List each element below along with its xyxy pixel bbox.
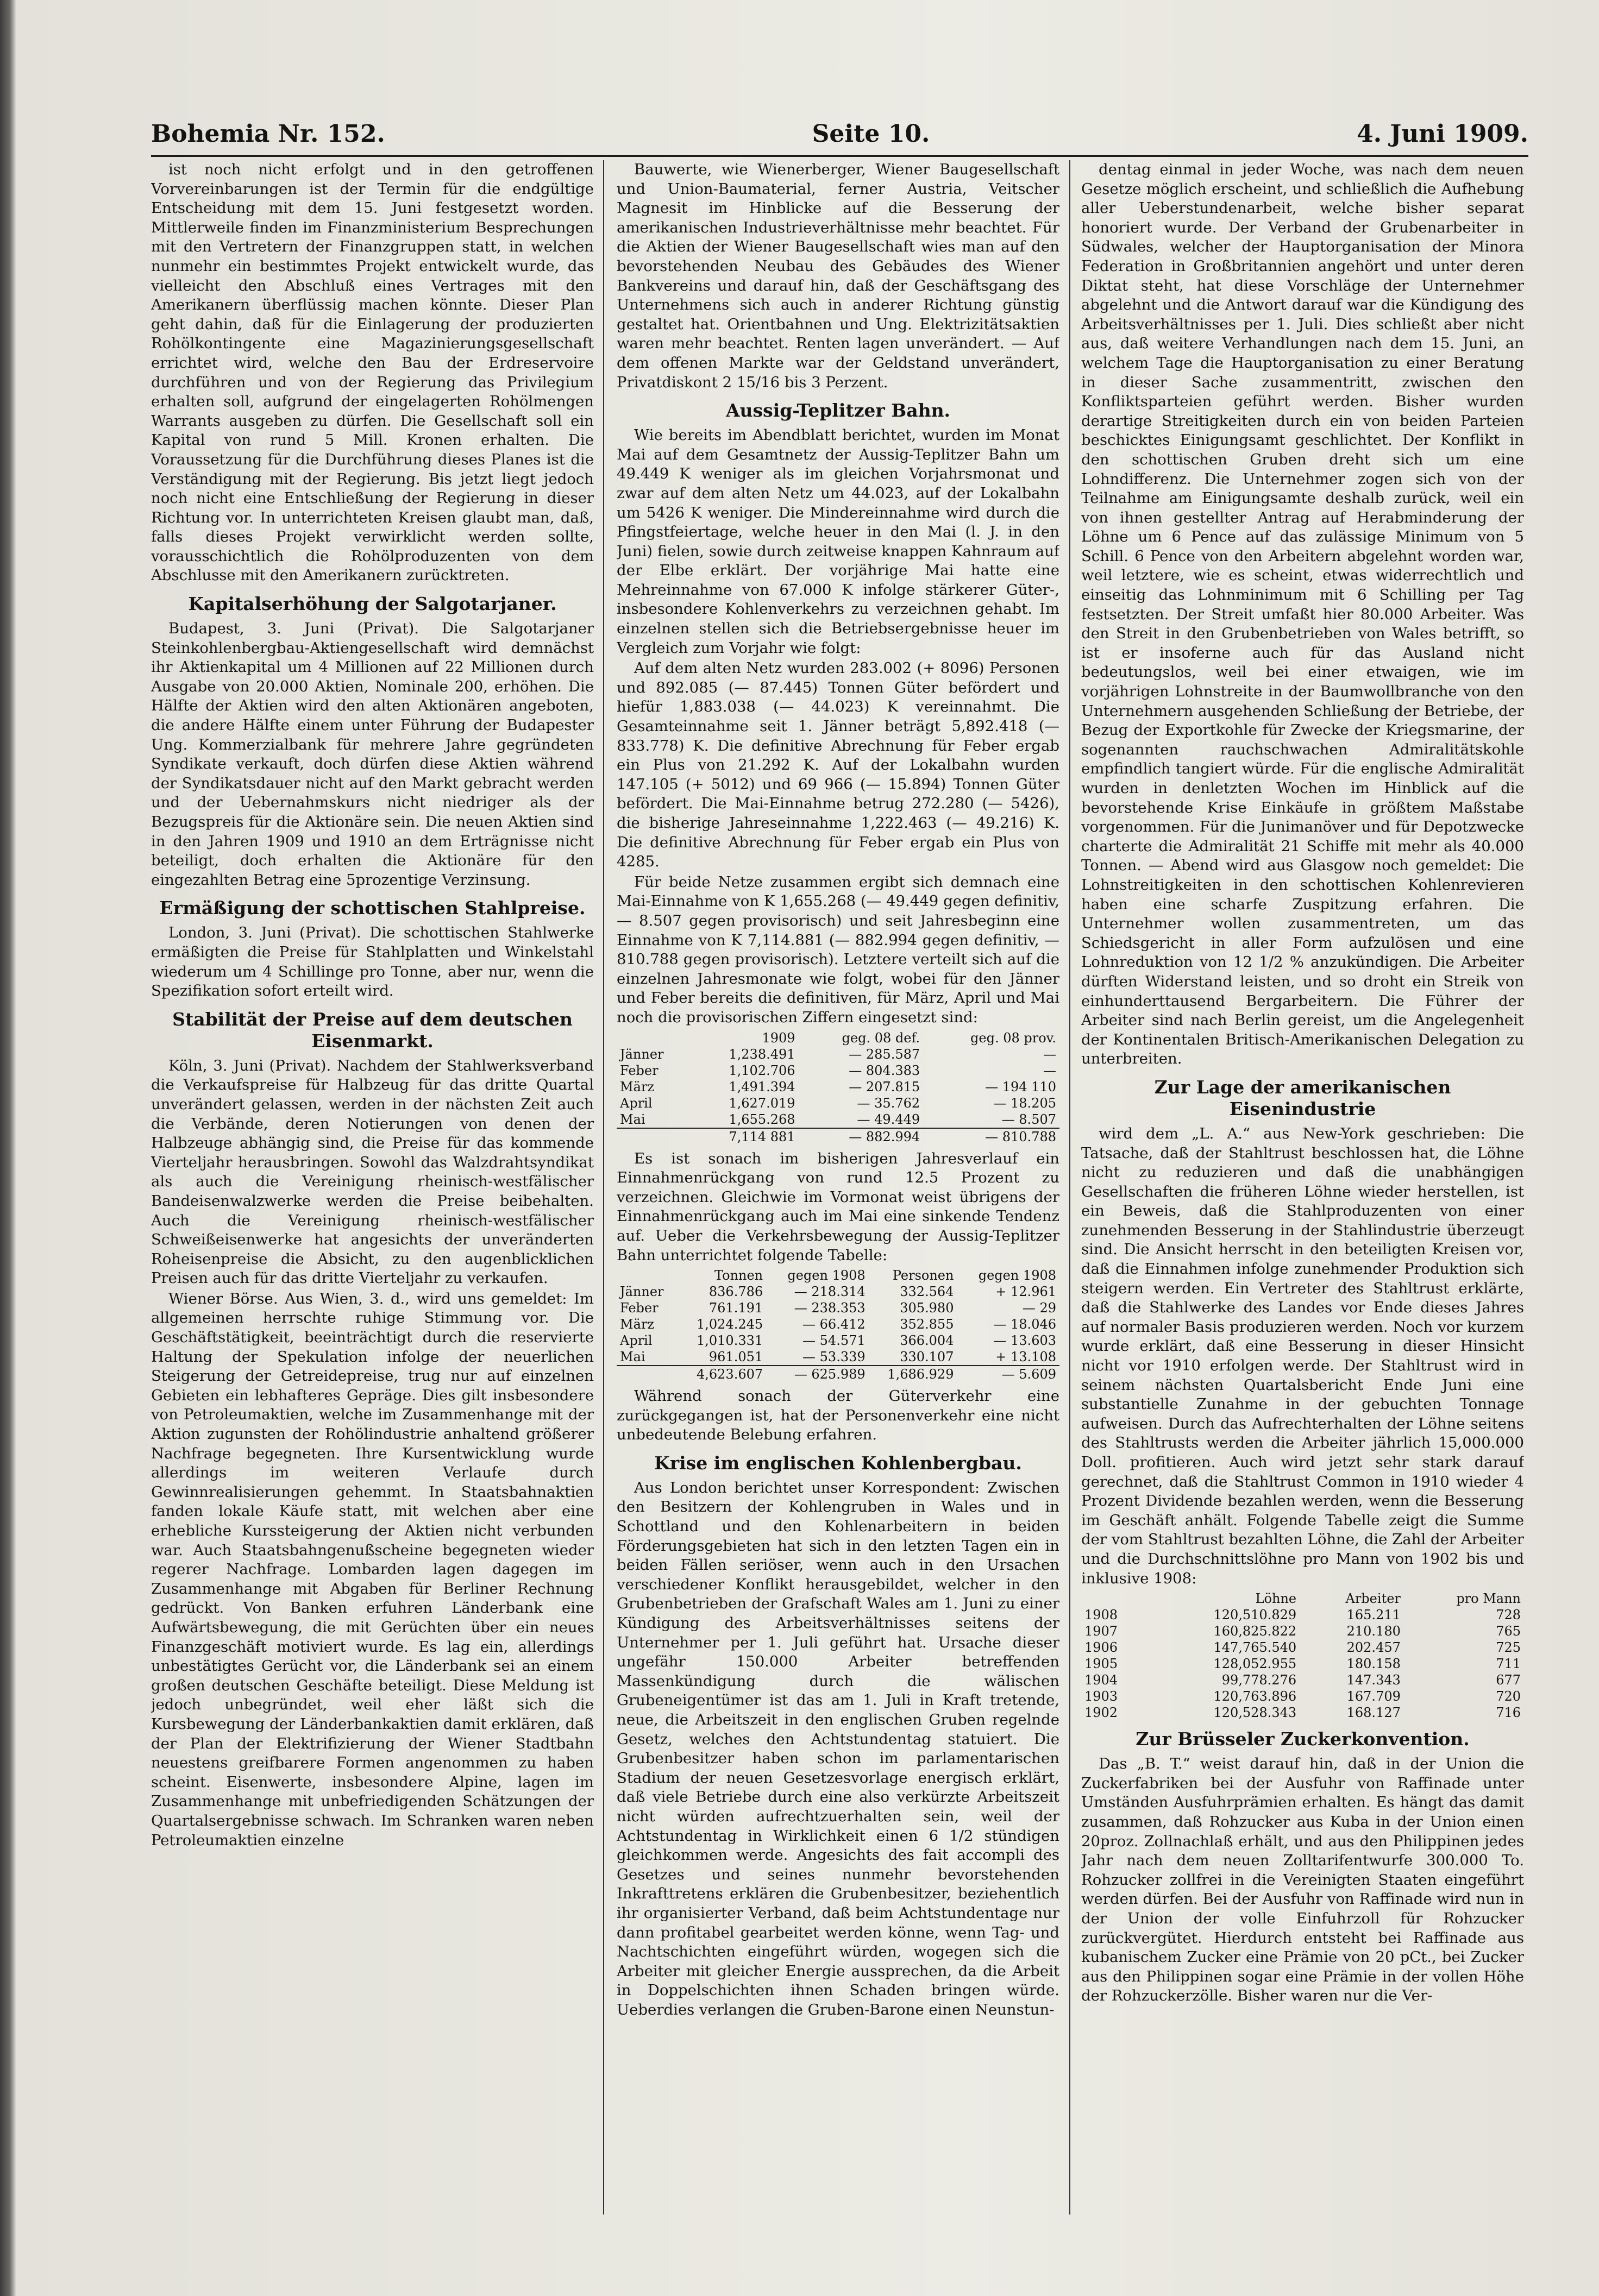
table-row: 1907 160,825.822 210.180 765 bbox=[1084, 1624, 1521, 1639]
wages-table bbox=[1081, 1590, 1524, 1721]
article-text: wird dem „L. A.“ aus New-York geschrieben: Die Tatsache, daß der Stahltrust beschlossen hat, die Löhne nicht zu reduzieren und daß die unabhängigen Gesellschaften die früheren Löhne wieder herstellen, ist ein Beweis, daß die Stahlproduzenten von einer zunehmenden Besserung in der Stahlindustrie überzeugt sind. Die Ansicht herrscht in den beteiligten Kreisen vor, daß die Einnahmen infolge zunehmender Produktion sich steigern werden. Ein Vertreter des Stahltrust erklärte, daß die Stahlwerke des Landes vor Ende dieses Jahres auf normaler Basis produzieren werden. Noch vor kurzem wurde erklärt, daß eine Besserung in dieser Hinsicht nicht vor 1910 erfolgen werde. Der Stahltrust wird in seinem nächsten Quartalsbericht Ende Juni eine substantielle Zunahme in der gebuchten Tonnage aufweisen. Durch das Aufrechterhalten der Löhne seitens des Stahltrusts werden die Arbeiter jährlich 15,000.000 Doll. profitieren. Auch wird jetzt sehr stark darauf gerechnet, daß die Stahltrust Common in 1910 wieder 4 Prozent Dividende bezahlen werden, wenn die Besserung im Geschäft anhält. Folgende Tabelle zeigt die Summe der vom Stahltrust bezahlten Löhne, die Zahl der Arbeiter und die Durchschnittslöhne pro Mann von 1902 bis und inklusive 1908: bbox=[1081, 1124, 1524, 1587]
article-text: Aus London berichtet unser Korrespondent: Zwischen den Besitzern der Kohlengruben in Wales und in Schottland und den Kohlenarbeitern in beiden Förderungsgebieten hat sich in den letzten Tagen ein in beiden Fällen seriöser, wenn auch in den Ursachen verschiedener Konflikt herausgebildet, welcher in den Grubenbetrieben der Grafschaft Wales am 1. Juni zu einer Kündigung des Arbeitsverhältnisses seitens der Unternehmer per 1. Juli geführt hat. Ursache dieser ungefähr 150.000 Arbeiter betreffenden Massenkündigung durch die wälischen Grubeneigentümer ist das am 1. Juli in Kraft tretende, neue, die Arbeitszeit in den englischen Gruben regelnde Gesetz, welches den Achtstundentag statuiert. Die Grubenbesitzer haben schon im parlamentarischen Stadium der neuen Gesetzesvorlage energisch erklärt, daß viele Betriebe durch eine also verkürzte Arbeitszeit nicht würden aufrechtzuerhalten sein, weil der Achtstundentag in Wirklichkeit einen 6 1/2 stündigen gleichkommen werde. Angesichts des fait accompli des Gesetzes und seines nunmehr bevorstehenden Inkrafttretens erklären die Grubenbesitzer, beziehentlich ihr organisierter Verband, daß beim Achtstundentage nur dann profitabel gearbeitet werden könne, wenn Tag- und Nachtschichten eingeführt würden, wogegen sich die Arbeiter mit gleicher Energie aussprechen, da die Arbeit in Doppelschichten ihnen Schaden bringen würde. Ueberdies verlangen die Gruben-Barone einen Neunstun- bbox=[617, 1479, 1059, 2018]
article-heading: Kapitalserhöhung der Salgotarjaner. bbox=[188, 593, 557, 615]
column-1 bbox=[151, 160, 594, 2215]
article-text: Auf dem alten Netz wurden 283.002 (+ 8096) Personen und 892.085 (— 87.445) Tonnen Güter befördert und hiefür 1,883.038 (— 44.023) K vereinnahmt. Die Gesamteinnahme seit 1. Jänner beträgt 5,892.418 (— 833.778) K. Die definitive Abrechnung für Feber ergab ein Plus von 21.292 K. Auf der Lokalbahn wurden 147.105 (+ 5012) und 69 966 (— 15.894) Tonnen Güter befördert. Die Mai-Einnahme betrug 272.280 (— 5426), die bisherige Jahreseinnahme 1,222.463 (— 49.216) K. Die definitive Abrechnung für Feber ergab ein Plus von 4285. bbox=[617, 659, 1059, 871]
article-text: Wiener Börse. Aus Wien, 3. d., wird uns gemeldet: Im allgemeinen herrschte ruhige Stimmung vor. Die Geschäftstätigkeit, beeinträchtigt durch die reservierte Haltung der Spekulation infolge der neuerlichen Steigerung der Getreidepreise, trug nur auf einzelnen Gebieten ein lebhafteres Gepräge. Dies gilt insbesondere von Petroleumaktien, welche im Zusammenhange mit der Aktion zugunsten der Rohölindustrie anhaltend größerer Nachfrage begegneten. Ihre Kursentwicklung wurde allerdings im weiteren Verlaufe durch Gewinnrealisierungen gehemmt. In Staatsbahnaktien fanden lokale Käufe statt, mit welchen aber eine erhebliche Kurssteigerung der Aktien nicht verbunden war. Auch Staatsbahngenußscheine begegneten wieder regerer Nachfrage. Lombarden lagen dagegen im Zusammenhange mit Abgaben für Berliner Rechnung gedrückt. Von Banken erfuhren Länderbank eine Aufwärtsbewegung, die mit Gerüchten über ein neues Finanzgeschäft motiviert wurde. Es lag ein, allerdings unbestätigtes Gerücht vor, die Länderbank sei an einem großen deutschen Geschäfte beteiligt. Diese Meldung ist jedoch unbegründet, weil eher läßt sich die Kursbewegung der Länderbankaktien damit erklären, daß der Plan der Elektrifizierung der Wiener Stadtbahn neuestens greifbarere Formen angenommen zu haben scheint. Eisenwerte, insbesondere Alpine, lagen im Zusammenhange mit unbefriedigenden Schätzungen der Quartalsergebnisse schwach. Im Schranken waren neben Petroleumaktien einzelne bbox=[151, 1289, 594, 1849]
table-row: 1902 120,528.343 168.127 716 bbox=[1084, 1705, 1521, 1721]
revenue-table bbox=[617, 1030, 1059, 1145]
traffic-table bbox=[617, 1267, 1059, 1382]
table-total-row: 4,623.607 — 625.989 1,686.929 — 5.609 bbox=[617, 1366, 1059, 1382]
column-rule bbox=[1069, 160, 1070, 2215]
table-header-row: Löhne Arbeiter pro Mann bbox=[1255, 1591, 1521, 1607]
header-rule bbox=[151, 155, 1528, 157]
table-header-row: 1909 geg. 08 def. geg. 08 prov. bbox=[762, 1030, 1056, 1046]
table-row: Feber 1,102.706 — 804.383 — bbox=[620, 1062, 1056, 1078]
article-heading: Krise im englischen Kohlenbergbau. bbox=[654, 1452, 1022, 1474]
article-text: London, 3. Juni (Privat). Die schottischen Stahlwerke ermäßigten die Preise für Stahlplatten und Winkelstahl wiederum um 4 Schillinge pro Tonne, aber nur, wenn die Spezifikation sofort erteilt wird. bbox=[151, 924, 594, 1000]
article-heading: Stabilität der Preise auf dem deutschen Eisenmarkt. bbox=[172, 1008, 573, 1052]
article-text: Für beide Netze zusammen ergibt sich demnach eine Mai-Einnahme von K 1,655.268 (— 49.449 gegen definitiv, — 8.507 gegen provisorisch) und seit Jahresbeginn eine Einnahme von K 7,114.881 (— 882.994 gegen definitiv, — 810.788 gegen provisorisch). Letztere verteilt sich auf die einzelnen Jahresmonate wie folgt, wobei für den Jänner und Feber bereits die definitiven, für März, April und Mai noch die provisorischen Ziffern eingesetzt sind: bbox=[617, 873, 1059, 1026]
table-row: 1904 99,778.276 147.343 677 bbox=[1084, 1672, 1521, 1688]
article-text: Köln, 3. Juni (Privat). Nachdem der Stahlwerksverband die Verkaufspreise für Halbzeug für das dritte Quartal unverändert gelassen, werden in der nächsten Zeit auch die Verbände, deren Notierungen von denen der Halbzeuge abhängig sind, die Preise für das kommende Vierteljahr herausbringen. Sowohl das Walzdrahtsyndikat als auch die Vereinigung rheinisch-westfälischer Bandeisenwalzwerke werden die Preise beibehalten. Auch die Vereinigung rheinisch-westfälischer Schweißeisenwerke hat angesichts der unveränderten Roheisenpreise die Absicht, zu den augenblicklichen Preisen auch für das dritte Vierteljahr zu verkaufen. bbox=[151, 1056, 594, 1287]
table-row: April 1,627.019 — 35.762 — 18.205 bbox=[620, 1095, 1056, 1111]
table-row: 1905 128,052.955 180.158 711 bbox=[1084, 1656, 1521, 1672]
table-row: Feber 761.191 — 238.353 305.980 — 29 bbox=[620, 1300, 1056, 1316]
article-text: dentag einmal in jeder Woche, was nach dem neuen Gesetze möglich erscheint, und schließlich die Aufhebung aller Ueberstundenarbeit, welche bisher separat honoriert wurde. Der Verband der Grubenarbeiter in Südwales, welcher der Hauptorganisation der Minora Federation in Großbritannien angehört und unter deren Diktat steht, hat diese Vorschläge der Unternehmer abgelehnt und die Antwort darauf war die Kündigung des Arbeitsverhältnisses per 1. Juli. Dies schließt aber nicht aus, daß weitere Verhandlungen nach dem 15. Juni, an welchem Tage die Hauptorganisation zu einer Beratung in dieser Sache zusammentritt, zwischen den Konfliktsparteien geführt werden. Bisher wurden derartige Streitigkeiten durch ein von beiden Parteien beschicktes Einigungsamt geschlichtet. Der Konflikt in den schottischen Gruben dreht sich um eine Lohndifferenz. Die Unternehmer zogen sich von der Teilnahme am Einigungsamte deshalb zurück, weil ein von ihnen gestellter Antrag auf Herabminderung der Löhne um 6 Pence auf das zulässige Minimum von 5 Schill. 6 Pence von den Arbeitern abgelehnt worden war, weil letztere, wie es scheint, etwas widerrechtlich und einseitig das Lohnminimum mit 6 Schilling per Tag festsetzten. Der Streit umfaßt hier 80.000 Arbeiter. Was den Streit in den Grubenbetrieben von Wales betrifft, so ist er insoferne auch für das Ausland nicht bedeutungslos, weil bei einer etwaigen, wie im vorjährigen Lohnstreite in der Baumwollbranche von den Unternehmern ausgehenden Schließung der Betriebe, der Bezug der Exportkohle für Zwecke der Kriegsmarine, der sogenannten rauchschwachen Admiralitätskohle empfindlich tangiert würde. Für die englische Admiralität wurden in denletzten Wochen im Hinblick auf die bevorstehende Krise Einkäufe in größtem Maßstabe vorgenommen. Für die Junimanöver und für Depotzwecke charterte die Admiralität 21 Schiffe mit mehr als 40.000 Tonnen. — Abend wird aus Glasgow noch gemeldet: Die Lohnstreitigkeiten in den schottischen Kohlenrevieren haben eine scharfe Zuspitzung erfahren. Die Unternehmer wollen zusammentreten, um das Schiedsgericht in aller Form aufzulösen und eine Lohnreduktion von 12 1/2 % anzukündigen. Die Arbeiter dürften Widerstand leisten, und so droht ein Streik von einhunderttausend Bergarbeitern. Die Führer der Arbeiter sind nach Berlin gereist, um die Angelegenheit der Kontinentalen Britisch-Amerikanischen Delegation zu unterbreiten. bbox=[1081, 161, 1524, 1068]
table-row: 1906 147,765.540 202.457 725 bbox=[1084, 1640, 1521, 1656]
table-row: März 1,491.394 — 207.815 — 194 110 bbox=[620, 1079, 1056, 1094]
article-text: Während sonach der Güterverkehr eine zurückgegangen ist, hat der Personenverkehr eine nicht unbedeutende Belebung erfahren. bbox=[617, 1387, 1059, 1444]
issue-date: 4. Juni 1909. bbox=[1357, 119, 1528, 148]
column-2 bbox=[617, 160, 1059, 2215]
article-text: Es ist sonach im bisherigen Jahresverlauf ein Einnahmenrückgang von rund 12.5 Prozent zu verzeichnen. Gleichwie im Vormonat weist übrigens der Einnahmenrückgang auch im Mai eine sinkende Tendenz auf. Ueber die Verkehrsbewegung der Aussig-Teplitzer Bahn unterrichtet folgende Tabelle: bbox=[617, 1149, 1059, 1264]
table-header-row: Tonnen gegen 1908 Personen gegen 1908 bbox=[714, 1268, 1056, 1284]
table-row: Mai 1,655.268 — 49.449 — 8.507 bbox=[620, 1111, 1056, 1127]
article-text: Budapest, 3. Juni (Privat). Die Salgotarjaner Steinkohlenbergbau-Aktiengesellschaft wird demnächst ihr Aktienkapital um 4 Millionen auf 22 Millionen durch Ausgabe von 20.000 Aktien, Nominale 200, erhöhen. Die Hälfte der Aktien wird den alten Aktionären angeboten, die andere Hälfte einem unter Führung der Budapester Ung. Kommerzialbank für mehrere Jahre gegründeten Syndikate verkauft, doch dürfen diese Aktien während der Syndikatsdauer nicht auf den Markt gebracht werden und der Uebernahmskurs nicht niedriger als der Bezugspreis für die Aktionäre sein. Die neuen Aktien sind in den Jahren 1909 und 1910 an dem Erträgnisse nicht beteiligt, doch erhalten die Aktionäre für den eingezahlten Betrag eine 5prozentige Verzinsung. bbox=[151, 620, 594, 889]
article-heading: Aussig-Teplitzer Bahn. bbox=[725, 400, 951, 422]
column-rule bbox=[603, 160, 604, 2215]
newspaper-issue: Bohemia Nr. 152. bbox=[151, 119, 385, 148]
article-heading: Zur Lage der amerikanischen Eisenindustrie bbox=[1154, 1076, 1451, 1119]
article-text: ist noch nicht erfolgt und in den getroffenen Vorvereinbarungen ist der Termin für die endgültige Entscheidung mit dem 15. Juni festgesetzt worden. Mittlerweile finden im Finanzministerium Besprechungen mit den Vertretern der Finanzgruppen statt, in welchen nunmehr ein bestimmtes Projekt entwickelt wurde, das vielleicht den Abschluß eines Vertrages mit den Amerikanern überflüssig machen könnte. Dieser Plan geht dahin, daß für die Einlagerung der produzierten Rohölkontingente eine Magazinierungsgesellschaft errichtet wird, welche den Bau der Erdreservoire durchführen und von der Regierung das Privilegium erhalten soll, aufgrund der eingelagerten Rohölmengen Warrants ausgeben zu dürfen. Die Gesellschaft soll ein Kapital von rund 5 Mill. Kronen erhalten. Die Voraussetzung für die Durchführung dieses Planes ist die Verständigung mit der Regierung. Bis jetzt liegt jedoch noch nicht eine Entschließung der Regierung in dieser Richtung vor. In unterrichteten Kreisen glaubt man, daß, falls dieses Projekt verwirklicht werden sollte, vorausschichtlich die Rohölproduzenten von dem Abschlusse mit den Amerikanern zurücktreten. bbox=[151, 161, 594, 584]
article-heading: Ermäßigung der schottischen Stahlpreise. bbox=[159, 897, 586, 919]
page-number: Seite 10. bbox=[812, 119, 930, 148]
table-total-row: 7,114 881 — 882.994 — 810.788 bbox=[617, 1128, 1059, 1145]
table-row: Mai 961.051 — 53.339 330.107 + 13.108 bbox=[620, 1349, 1056, 1365]
table-row: Jänner 1,238.491 — 285.587 — bbox=[620, 1046, 1056, 1062]
table-row: Jänner 836.786 — 218.314 332.564 + 12.961 bbox=[620, 1284, 1056, 1300]
article-heading: Zur Brüsseler Zuckerkonvention. bbox=[1136, 1728, 1470, 1750]
page-header bbox=[151, 117, 1528, 150]
table-row: April 1,010.331 — 54.571 366.004 — 13.603 bbox=[620, 1333, 1056, 1349]
table-row: 1903 120,763.896 167.709 720 bbox=[1084, 1689, 1521, 1704]
column-3 bbox=[1081, 160, 1524, 2215]
article-text: Das „B. T.“ weist darauf hin, daß in der Union die Zuckerfabriken bei der Ausfuhr von Raffinade unter Umständen Ausfuhrprämien erhalten. Es hängt das damit zusammen, daß Rohzucker aus Kuba in der Union einen 20proz. Zollnachlaß erhält, und aus den Philippinen jedes Jahr nach dem neuen Zolltarifentwurfe 300.000 To. Rohzucker zollfrei in die Vereinigten Staaten eingeführt werden dürfen. Bei der Ausfuhr von Raffinade wird nun in der Union der volle Einfuhrzoll für Rohzucker zurückvergütet. Hierdurch entsteht bei Raffinade aus kubanischem Zucker eine Prämie von 20 pCt., bei Zucker aus den Philippinen sogar eine Prämie in der vollen Höhe der Rohzuckerzölle. Bisher waren nur die Ver- bbox=[1081, 1755, 1524, 2005]
article-text: Wie bereits im Abendblatt berichtet, wurden im Monat Mai auf dem Gesamtnetz der Aussig-Teplitzer Bahn um 49.449 K weniger als im gleichen Vorjahrsmonat und zwar auf dem alten Netz um 44.023, auf der Lokalbahn um 5426 K weniger. Die Mindereinnahme wird durch die Pfingstfeiertage, welche heuer in den Mai (l. J. in den Juni) fielen, sowie durch zeitweise knappen Kahnraum auf der Elbe erklärt. Der vorjährige Mai hatte eine Mehreinnahme von 67.000 K infolge stärkerer Güter-, insbesondere Kohlenverkehrs zu verzeichnen gehabt. Im einzelnen stellen sich die Betriebsergebnisse heuer im Vergleich zum Vorjahr wie folgt: bbox=[617, 426, 1059, 657]
table-row: März 1,024.245 — 66.412 352.855 — 18.046 bbox=[620, 1317, 1056, 1332]
article-text: Bauwerte, wie Wienerberger, Wiener Baugesellschaft und Union-Baumaterial, ferner Austria, Veitscher Magnesit im Hinblicke auf die Besserung der amerikanischen Industrieverhältnisse mehr beachtet. Für die Aktien der Wiener Baugesellschaft wies man auf den bevorstehenden Neubau des Gebäudes des Wiener Bankvereins und darauf hin, daß der Geschäftsgang des Unternehmens sich auch in anderer Richtung günstig gestaltet hat. Orientbahnen und Ung. Elektrizitätsaktien waren mehr beachtet. Renten lagen unverändert. — Auf dem offenen Markte war der Geldstand unverändert, Privatdiskont 2 15/16 bis 3 Perzent. bbox=[617, 161, 1059, 391]
table-row: 1908 120,510.829 165.211 728 bbox=[1084, 1607, 1521, 1623]
